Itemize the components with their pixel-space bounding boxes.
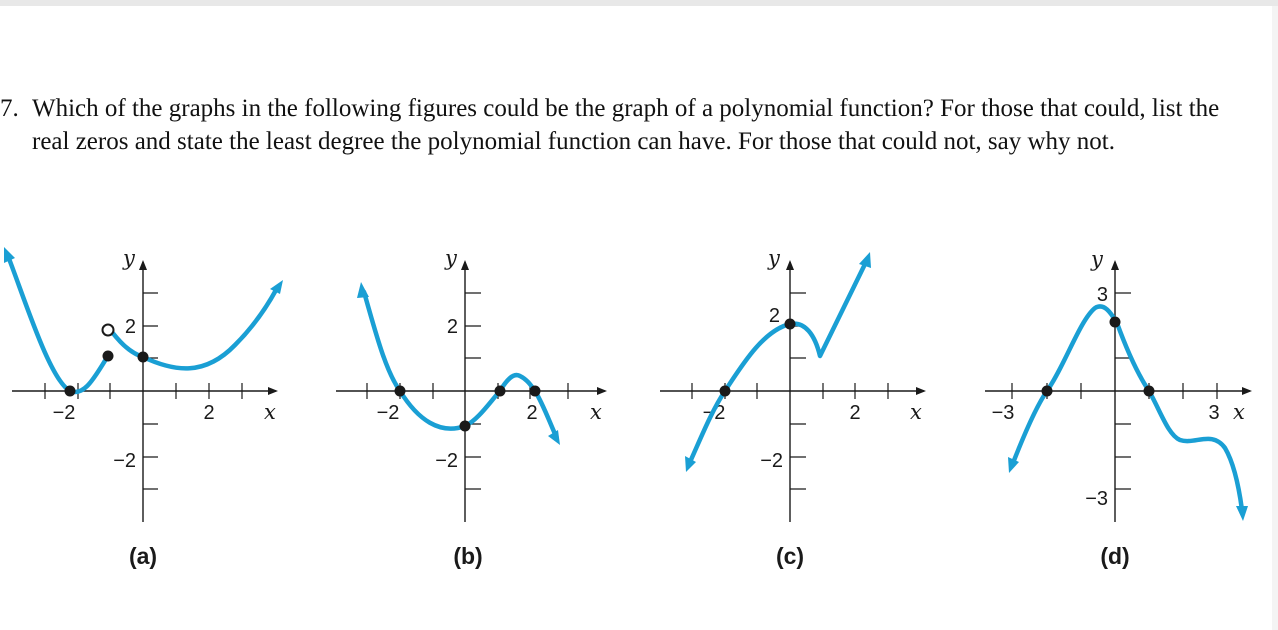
x-axis-label: x [590, 400, 602, 424]
x-axis-label: x [910, 400, 922, 424]
point [460, 421, 471, 432]
curve-arrow [859, 252, 871, 268]
caption: (b) [453, 543, 483, 569]
y-axis-label: y [445, 246, 457, 270]
graph-a [4, 246, 283, 569]
x-tick-label: −2 [702, 402, 726, 424]
point [65, 386, 76, 397]
x-tick-label: 2 [526, 402, 538, 424]
x-tick-label: 3 [1208, 402, 1220, 424]
y-axis-label: y [123, 246, 135, 270]
y-axis-label: y [768, 246, 780, 270]
x-tick-label: −2 [376, 402, 400, 424]
graph-c [660, 246, 924, 569]
caption: (c) [775, 543, 805, 569]
curve-arrow [357, 282, 369, 298]
point [530, 386, 541, 397]
y-tick-label: 2 [768, 305, 780, 327]
caption: (d) [1100, 543, 1130, 569]
point [785, 319, 796, 330]
y-tick-label: 3 [1096, 284, 1108, 306]
open-point [103, 325, 114, 336]
caption: (a) [128, 543, 158, 569]
x-axis-label: x [264, 400, 276, 424]
x-tick-label: 2 [203, 402, 215, 424]
question-number: 7. [0, 95, 19, 122]
curve-arrow [1236, 506, 1248, 521]
y-tick-label: −2 [435, 450, 458, 472]
y-tick-label: −2 [113, 450, 136, 472]
curve [690, 262, 866, 462]
point [395, 386, 406, 397]
graph-d [985, 247, 1250, 569]
point [1042, 386, 1053, 397]
y-tick-label: 2 [124, 316, 136, 338]
x-tick-label: 2 [849, 402, 861, 424]
point [103, 351, 114, 362]
question-text: Which of the graphs in the following figures could be the graph of a polynomial function? For those that could, list the real zeros and state the least degree the polynomial function can have. For those that could not, say why not. [32, 95, 1220, 155]
curve [8, 256, 108, 392]
y-axis-label: y [1091, 247, 1103, 271]
y-tick-label: 2 [446, 316, 458, 338]
y-tick-label: −3 [1085, 488, 1108, 510]
point [495, 386, 506, 397]
point [1110, 317, 1121, 328]
x-axis-label: x [1233, 400, 1245, 424]
curve-arrow [270, 280, 283, 294]
graph-b [336, 246, 605, 569]
x-tick-label: −2 [52, 402, 76, 424]
x-tick-label: −3 [991, 402, 1015, 424]
point [720, 386, 731, 397]
y-tick-label: −2 [760, 450, 783, 472]
point [138, 352, 149, 363]
point [1144, 386, 1155, 397]
